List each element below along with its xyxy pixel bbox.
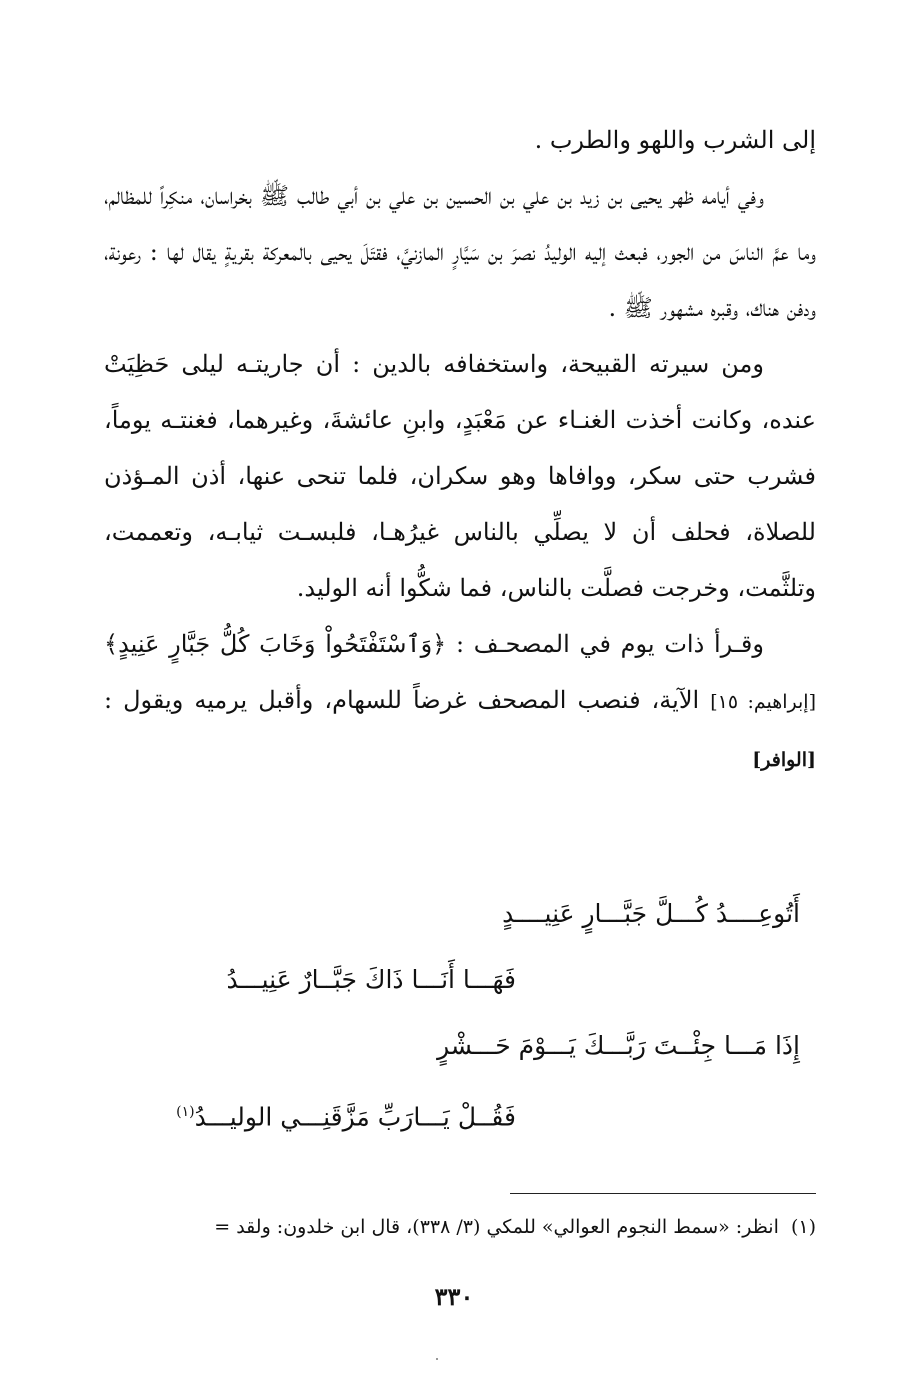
body-text	[104, 112, 816, 788]
quran-close-bracket: ﴾	[104, 630, 119, 658]
footnote-reference: (١)	[176, 1104, 195, 1120]
quran-rest: الآية، فنصب المصحف غرضاً للسهام، وأقبل يرميه ويقول :	[104, 686, 711, 714]
paragraph-quran-reading	[104, 616, 816, 788]
verse-2: فَهَـــا أَنَـــا ذَاكَ جَبَّــارٌ عَنِيـــدُ	[226, 965, 516, 994]
scan-speck	[436, 1358, 438, 1360]
page-number: ٣٣٠	[434, 1282, 474, 1311]
footnote-text: انظر: «سمط النجوم العوالي» للمكي (٣/ ٣٣٨)، قال ابن خلدون: ولقد =	[214, 1216, 779, 1238]
verse-4-text: فَقُــلْ يَـــارَبِّ مَزَّقَنِـــي الوليـــدُ	[194, 1102, 516, 1132]
paragraph-conduct: ومن سيرته القبيحة، واستخفافه بالدين : أن جاريتـه ليلى حَظِيَتْ عنده، وكانت أخذت الغنـاء عن مَعْبَدٍ، وابنِ عائشةَ، وغيرهما، فغنتـه يوماً، فشرب حتى سكر، ووافاها وهو سكران، فلما تنحى عنها، أذن المـؤذن للصلاة، فحلف أن لا يصلِّي بالناس غيرُهـا، فلبسـت ثيابـه، وتعممت، وتلثَّمت، وخرجت فصلَّت بالناس، فما شكُّوا أنه الوليد.	[104, 350, 816, 602]
quran-verse: وَٱسْتَفْتَحُواْ وَخَابَ كُلُّ جَبَّارٍ عَنِيدٍ	[118, 630, 433, 658]
quran-citation: [إبراهيم: ١٥]	[710, 691, 816, 713]
verse-3: إِذَا مَـــا جِئْــتَ رَبَّـــكَ يَـــوْمَ حَـــشْرٍ	[437, 1031, 800, 1060]
footnote-divider	[510, 1193, 816, 1194]
paragraph-yahya: وفي أيامه ظهر يحيى بن زيد بن علي بن الحسين بن علي بن أبي طالب ﷺ بخراسان، منكِراً للمظالم، وما عمَّ الناسَ من الجور، فبعث إليه الوليدُ نصرَ بن سَيَّارٍ المازنيَّ، فقتَلَ يحيى بالمعركة بقريةٍ يقال لها : رعونة، ودفن هناك، وقبره مشهور ﷺ .	[104, 182, 816, 322]
verse-4	[176, 1092, 516, 1137]
footnote	[104, 1212, 816, 1242]
paragraph-continuation: إلى الشرب واللهو والطرب .	[534, 126, 816, 154]
poetic-meter: [الوافر]	[752, 749, 816, 771]
verse-1: أَتُوعِــــدُ كُـــلَّ جَبَّـــارٍ عَنِيــــدٍ	[502, 899, 800, 928]
footnote-marker: (١)	[790, 1216, 816, 1238]
quran-intro: وقـرأ ذات يوم في المصحـف : ﴿	[432, 630, 764, 658]
